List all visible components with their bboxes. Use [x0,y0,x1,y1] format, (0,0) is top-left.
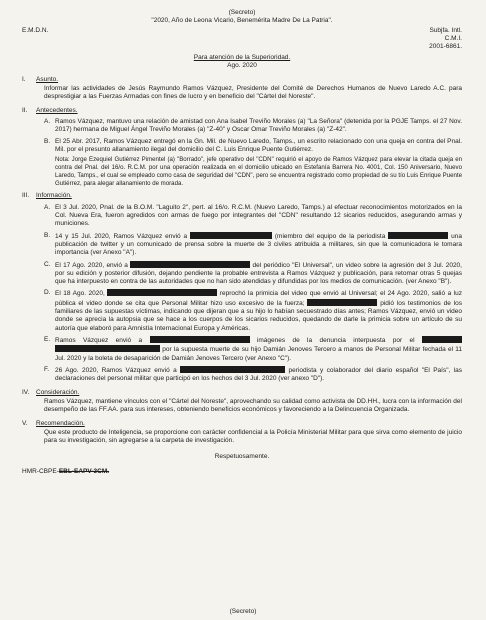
redaction-bar [130,261,250,268]
section-number: II. [22,106,28,114]
list-item: B. 14 y 15 Jul. 2020, Ramos Vázquez envió a (miembro del equipo de la periodista una publicación de twitter y un comunicado de prensa sobre la muerte de 3 civiles atribuida a militares, sin que la comunicadora le tomara importancia (ver Anexo "A"). [44,231,462,257]
section-heading-recomendacion [22,420,462,428]
section-title: Antecedentes. [36,106,78,114]
organization-label: E.M.D.N. [22,26,49,34]
year-motto: "2020, Año de Leona Vicario, Benemérita Madre De La Patria". [151,17,333,25]
reference-struck-initials: EBL-EAPV-3CM. [58,467,110,475]
classification-marking-bottom: (Secreto) [229,607,257,615]
section-heading-antecedentes [22,107,462,115]
informacion-c: El 17 Ago. 2020, envió a del periódico "El Universal", un video sobre la agresión del 3 Jul. 2020, por su edición y posterior difusión, dejando pendiente la probable entrevista a Ramos Vázquez y publicación, para retomar otras 5 quejas que ha interpuesto en contra de las autoridades que no han sido atendidas y difundidas por los medios de comunicación. (ver Anexo "B"). [55,261,462,286]
section-title: Consideración. [36,388,80,396]
closing-line: Respetuosamente. [214,453,270,461]
header-row [22,27,462,51]
classification-line-1: Subjfa. Intl. [429,26,462,34]
antecedente-note: Nota: Jorge Ezequiel Gutiérrez Pimentel (a) "Borrado", jefe operativo del "CDN" requirió el apoyo de Ramos Vázquez para elevar la citada queja en contra del Pnal. del 16/o. R.C.M. por una operación realizada en el domicilio ubicado en Estefanía Barrera No. 4001, Col. 150 Aniversario, Nuevo Laredo, Tamps., el cual se empleado como casa de seguridad del "CDN", pero se encuentra registrado como propiedad de su tío Luis Enrique Puente Gutiérrez, para alegar allanamiento de morada. [55,156,462,187]
classification-marking-top: (Secreto) [228,9,256,16]
classification-line-2: C.M.I. [444,34,462,42]
list-item: A. El 3 Jul. 2020, Pnal. de la B.O.M. "Laguito 2", pert. al 16/o. R.C.M. (Nuevo Laredo, Tamps.) al efectuar reconocimientos motorizados en la Col. Nueva Era, fueron agredidos con armas de fuego por integrantes del "CDN" resultando 12 sicarios reducidos, asegurando armas y municiones. [44,203,462,228]
document-date: Ago. 2020 [227,62,257,70]
section-title: Recomendación. [36,419,85,427]
redaction-bar [107,289,217,296]
antecedente-a: Ramos Vázquez, mantuvo una relación de amistad con Ana Isabel Treviño Morales (a) "La Señora" (detenida por la PGJE Tamps. el 27 Nov. 2017) hermana de Miguel Ángel Treviño Morales (a) "Z-40" y Oscar Omar Treviño Morales (a) "Z-42". [55,117,462,134]
document-title: Para atención de la Superioridad. [193,54,291,61]
asunto-text: Informar las actividades de Jesús Raymundo Ramos Vázquez, Presidente del Comité de Derechos Humanos de Nuevo Laredo A.C. para desprestigiar a las Fuerzas Armadas con fines de lucro y en beneficio del "Cártel del Noreste". [44,84,462,101]
section-title: Asunto. [36,75,59,83]
recomendacion-text: Que este producto de Inteligencia, se proporcione con carácter confidencial a la Policía Ministerial Militar para que sirva como elemento de juicio para su investigación, sin agregarse a la carpeta de investigación. [44,428,462,445]
list-item: C. El 17 Ago. 2020, envió a del periódico "El Universal", un video sobre la agresión del 3 Jul. 2020, por su edición y posterior difusión, dejando pendiente la probable entrevista a Ramos Vázquez y publicación, para retomar otras 5 quejas que ha interpuesto en contra de las autoridades que no han sido atendidas y difundidas por los medios de comunicación. (ver Anexo "B"). [44,260,462,286]
list-item: F. 26 Ago. 2020, Ramos Vázquez envió a periodista y colaborador del diario español "El País", las declaraciones del personal militar que participó en los hechos del 3 Jul. 2020 (ver anexo "D"). [44,365,463,383]
section-heading-asunto [22,76,462,84]
informacion-b: 14 y 15 Jul. 2020, Ramos Vázquez envió a (miembro del equipo de la periodista una publicación de twitter y un comunicado de prensa sobre la muerte de 3 civiles atribuida a militares, sin que la comunicadora le tomara importancia (ver Anexo "A"). [55,232,462,257]
section-number: I. [22,75,26,83]
informacion-e: Ramos Vázquez envió a imágenes de la denuncia interpuesta por el por la supuesta muerte de su hijo Damián Jenoves Tercero a manos de Personal Militar fechada el 11 Jul. 2020 y la boleta de desaparición de Damián Jenoves Tercero (ver Anexo "C"). [55,337,463,362]
redaction-bar [307,299,377,306]
redaction-bar [150,336,250,343]
list-item: B. El 25 Abr. 2017, Ramos Vázquez entregó en la Gn. Mil. de Nuevo Laredo, Tamps., un escrito relacionado con una queja en contra del Pnal. Mil. por el presunto allanamiento ilegal del domicilio del C. Luis Enrique Puente Gutiérrez. [44,137,462,153]
consideracion-text: Ramos Vázquez, mantiene vínculos con el "Cártel del Noreste", aprovechando su calidad como activista de DD.HH., lucra con la información del desempeño de las FF.AA. para sus intereses, obteniendo beneficios económicos y favoreciendo a la Delincuencia Organizada. [44,397,462,414]
redaction-bar [388,232,448,239]
list-item: A. Ramos Vázquez, mantuvo una relación de amistad con Ana Isabel Treviño Morales (a) "La Señora" (detenida por la PGJE Tamps. el 27 Nov. 2017) hermana de Miguel Ángel Treviño Morales (a) "Z-40" y Oscar Omar Treviño Morales (a) "Z-42". [44,117,462,134]
list-item: E. Ramos Vázquez envió a imágenes de la denuncia interpuesta por el por la supuesta muerte de su hijo Damián Jenoves Tercero a manos de Personal Militar fechada el 11 Jul. 2020 y la boleta de desaparición de Damián Jenoves Tercero (ver Anexo "C"). [44,336,463,362]
section-number: III. [22,192,30,200]
list-item: D. El 18 Ago. 2020, reprochó la primicia del video que envió al Universal; el 24 Ago. 2020, salió a luz pública el video donde se cita que Personal Militar hizo uso excesivo de la fuerza; pidió los testimonios de los familiares de las supuestas víctimas, indicando que dijeran que a su hijo lo habían secuestrado días antes; Ramos Vázquez, envió un video donde se aprecia la autopsia que se hace a los cuerpos de los sicarios reducidos, quedando de darle la primicia sobre un artículo de su autoría que elaboró para Amnistía Internacional Europa y Américas. [44,289,463,332]
reference-prefix: HMR-CBPE- [22,467,59,475]
redaction-bar [55,345,160,352]
redaction-bar [422,336,462,343]
antecedente-b: El 25 Abr. 2017, Ramos Vázquez entregó en la Gn. Mil. de Nuevo Laredo, Tamps., un escrito relacionado con una queja en contra del Pnal. Mil. por el presunto allanamiento ilegal del domicilio del C. Luis Enrique Puente Gutiérrez. [55,137,462,153]
section-heading-consideracion [22,389,462,397]
classification-block [429,27,462,51]
section-heading-informacion [22,192,462,200]
redaction-bar [180,366,285,373]
informacion-d: El 18 Ago. 2020, reprochó la primicia del video que envió al Universal; el 24 Ago. 2020, salió a luz pública el video donde se cita que Personal Militar hizo uso excesivo de la fuerza; pidió los testimonios de los familiares de las supuestas víctimas, indicando que dijeran que a su hijo lo habían secuestrado días antes; Ramos Vázquez, envió un video donde se aprecia la autopsia que se hace a los cuerpos de los sicarios reducidos, quedando de darle la primicia sobre un artículo de su autoría que elaboró para Amnistía Internacional Europa y Américas. [55,290,463,332]
section-title: Información. [36,192,72,200]
section-number: IV. [22,388,30,396]
informacion-f: 26 Ago. 2020, Ramos Vázquez envió a periodista y colaborador del diario español "El País", las declaraciones del personal militar que participó en los hechos del 3 Jul. 2020 (ver anexo "D"). [55,366,463,383]
section-number: V. [22,419,28,427]
informacion-a: El 3 Jul. 2020, Pnal. de la B.O.M. "Laguito 2", pert. al 16/o. R.C.M. (Nuevo Laredo, Tamps.) al efectuar reconocimientos motorizados en la Col. Nueva Era, fueron agredidos con armas de fuego por integrantes del "CDN" resultando 12 sicarios reducidos, asegurando armas y municiones. [55,203,462,228]
classification-line-3: 2001-6861. [429,42,462,50]
redaction-bar [190,232,272,239]
reference-code [22,468,462,476]
